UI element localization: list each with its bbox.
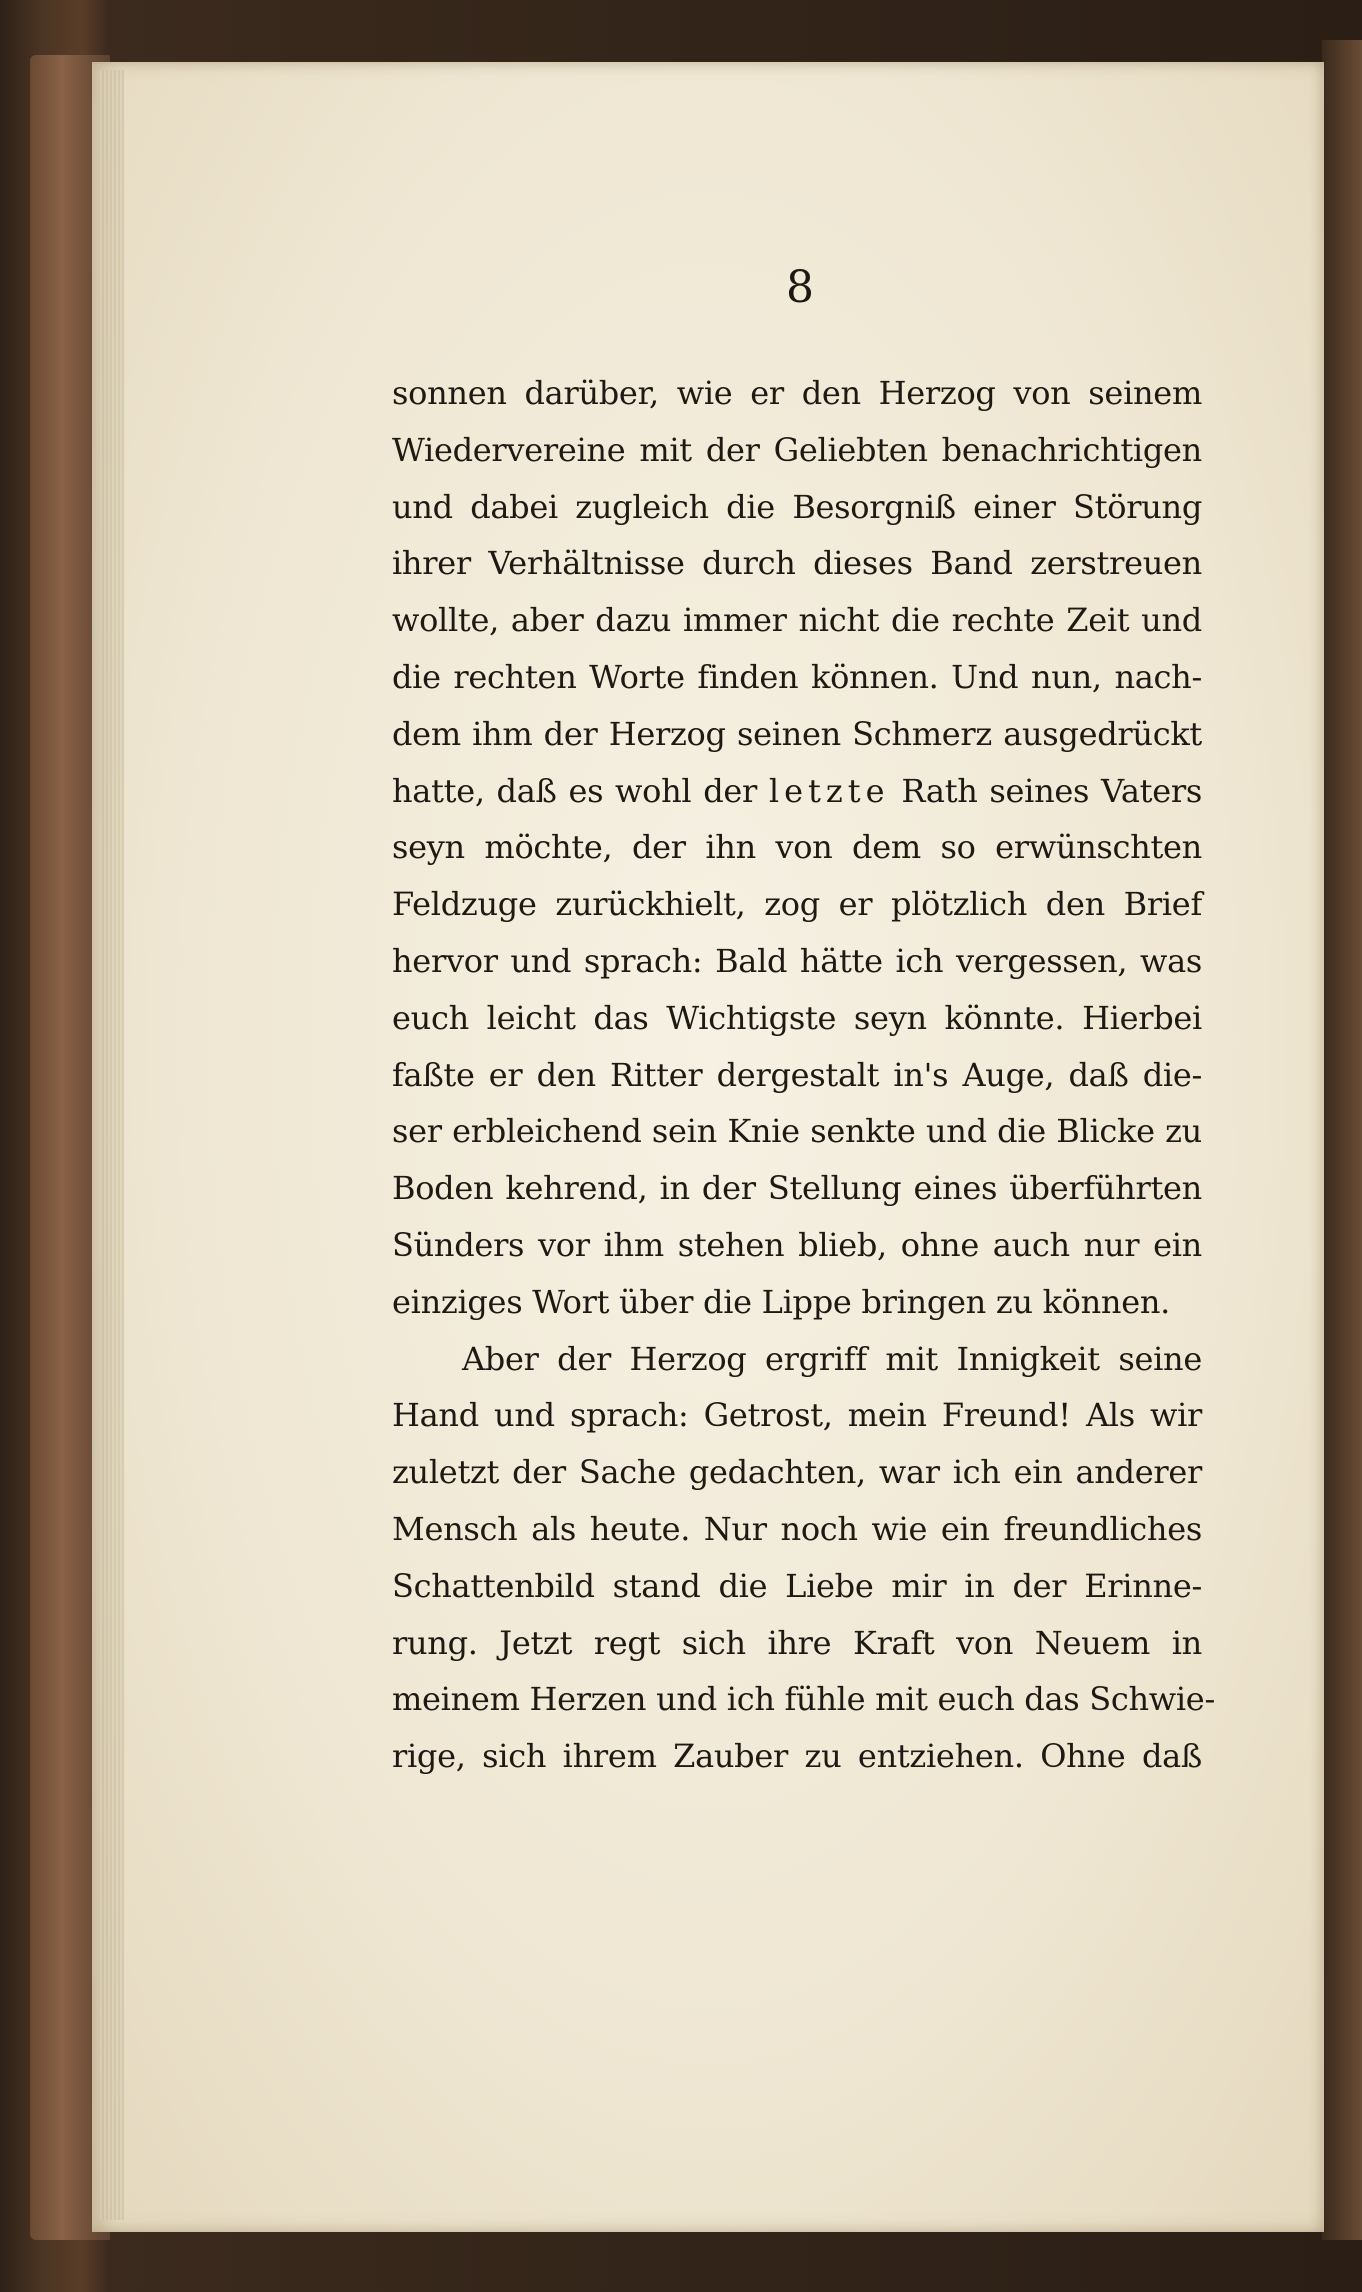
text-line: und dabei zugleich die Besorgniß einer Störung (392, 487, 1202, 526)
text-line: zuletzt der Sache gedachten, war ich ein anderer (392, 1453, 1202, 1492)
text-line: rung. Jetzt regt sich ihre Kraft von Neuem in (392, 1623, 1202, 1662)
text-line: ser erbleichend sein Knie senkte und die Blicke zu (392, 1112, 1202, 1151)
text-line: rige, sich ihrem Zauber zu entziehen. Ohne daß (392, 1737, 1202, 1776)
text-line: meinem Herzen und ich fühle mit euch das Schwie- (392, 1680, 1215, 1719)
text-line: dem ihm der Herzog seinen Schmerz ausgedrückt (392, 714, 1202, 753)
text-line: die rechten Worte finden können. Und nun, nach- (392, 657, 1202, 696)
body-text (392, 365, 1215, 1785)
text-line: Aber der Herzog ergriff mit Innigkeit seine (462, 1339, 1202, 1378)
text-line: hervor und sprach: Bald hätte ich vergessen, was (392, 941, 1202, 980)
page-edges (100, 70, 124, 2220)
text-line: Boden kehrend, in der Stellung eines überführten (392, 1169, 1202, 1208)
text-segment: Rath seines Vaters (889, 771, 1202, 810)
text-line: Schattenbild stand die Liebe mir in der Erinne- (392, 1566, 1202, 1605)
text-segment: hatte, daß es wohl der (392, 771, 769, 810)
text-line: seyn möchte, der ihn von dem so erwünschten (392, 828, 1202, 867)
text-line: faßte er den Ritter dergestalt in's Auge, daß die- (392, 1055, 1202, 1094)
text-line: ihrer Verhältnisse durch dieses Band zerstreuen (392, 544, 1202, 583)
text-line: Feldzuge zurückhielt, zog er plötzlich den Brief (392, 885, 1202, 924)
book-cover-right (1322, 40, 1362, 2240)
text-line: Wiedervereine mit der Geliebten benachrichtigen (392, 430, 1202, 469)
spaced-emphasis-word: letzte (768, 771, 890, 810)
text-line (392, 763, 1202, 820)
text-line: Hand und sprach: Getrost, mein Freund! Als wir (392, 1396, 1202, 1435)
text-line: euch leicht das Wichtigste seyn könnte. Hierbei (392, 998, 1202, 1037)
text-line: Mensch als heute. Nur noch wie ein freundliches (392, 1509, 1202, 1548)
page-number: 8 (786, 262, 814, 313)
text-line: sonnen darüber, wie er den Herzog von seinem (392, 374, 1202, 412)
text-line: einziges Wort über die Lippe bringen zu können. (392, 1282, 1171, 1321)
text-line: wollte, aber dazu immer nicht die rechte Zeit und (392, 601, 1202, 640)
text-line: Sünders vor ihm stehen blieb, ohne auch nur ein (392, 1225, 1202, 1264)
